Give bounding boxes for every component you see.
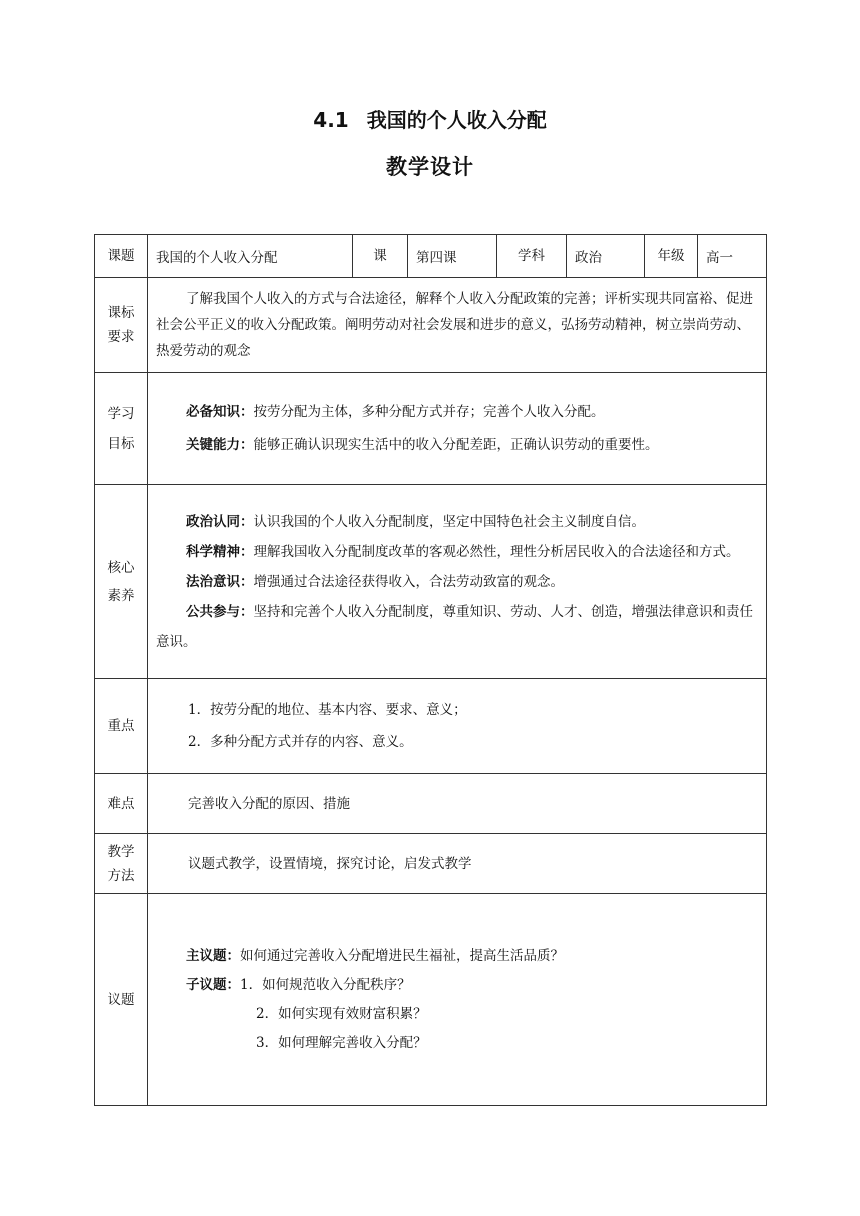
standards-row: [95, 278, 767, 373]
objective-item: 关键能力：能够正确认识现实生活中的收入分配差距，正确认识劳动的重要性。: [186, 436, 659, 453]
header-row: [95, 235, 767, 278]
sub-topic: 3．如何理解完善收入分配？: [256, 1034, 427, 1051]
topics-row: [95, 894, 767, 1106]
lesson-value: 第四课: [408, 235, 497, 278]
topic-label: 课题: [95, 235, 148, 278]
subject-label: 学科: [497, 235, 567, 278]
literacy-item: 法治意识：增强通过合法途径获得收入，合法劳动致富的观念。: [186, 573, 564, 590]
sub-topic: 2．如何实现有效财富积累？: [256, 1005, 427, 1022]
document-subtitle: 教学设计: [386, 155, 474, 179]
standards-label: 课标要求: [95, 278, 148, 373]
methods-text: 议题式教学，设置情境，探究讨论，启发式教学: [148, 834, 767, 894]
literacy-item: 政治认同：认识我国的个人收入分配制度，坚定中国特色社会主义制度自信。: [186, 513, 645, 530]
objectives-label: 学习目标: [95, 373, 148, 485]
objectives-row: [95, 373, 767, 485]
title-number: 4.1: [313, 108, 349, 132]
grade-value: 高一: [698, 235, 767, 278]
topics-label: 议题: [95, 894, 148, 1106]
methods-row: [95, 834, 767, 894]
topics-body: [148, 894, 767, 1106]
sub-topic: 子议题：1．如何规范收入分配秩序？: [186, 976, 411, 993]
key-points-row: [95, 679, 767, 774]
document-title: [0, 104, 860, 133]
subject-value: 政治: [567, 235, 645, 278]
key-points-label: 重点: [95, 679, 148, 774]
difficulties-label: 难点: [95, 774, 148, 834]
literacy-label: 核心素养: [95, 485, 148, 679]
objective-item: 必备知识：按劳分配为主体，多种分配方式并存；完善个人收入分配。: [186, 403, 605, 420]
main-topic: 主议题：如何通过完善收入分配增进民生福祉，提高生活品质？: [186, 947, 564, 964]
methods-label: 教学方法: [95, 834, 148, 894]
lesson-plan-table: [94, 234, 767, 1106]
difficulties-text: 完善收入分配的原因、措施: [148, 774, 767, 834]
difficulties-row: [95, 774, 767, 834]
objectives-body: [148, 373, 767, 485]
key-point-item: 2．多种分配方式并存的内容、意义。: [188, 734, 413, 750]
lesson-label: 课: [353, 235, 408, 278]
title-text: 我国的个人收入分配: [366, 108, 547, 132]
literacy-row: [95, 485, 767, 679]
topic-value: 我国的个人收入分配: [148, 235, 353, 278]
standards-text: 了解我国个人收入的方式与合法途径，解释个人收入分配政策的完善；评析实现共同富裕、促进社会公平正义的收入分配政策。阐明劳动对社会发展和进步的意义，弘扬劳动精神，树立崇尚劳动、热爱劳动的观念: [148, 278, 767, 373]
key-points-body: [148, 679, 767, 774]
grade-label: 年级: [645, 235, 698, 278]
literacy-item: 公共参与：坚持和完善个人收入分配制度，尊重知识、劳动、人才、创造，增强法律意识和责任意识。: [156, 603, 753, 650]
key-point-item: 1．按劳分配的地位、基本内容、要求、意义；: [188, 702, 467, 718]
literacy-body: [148, 485, 767, 679]
literacy-item: 科学精神：理解我国收入分配制度改革的客观必然性，理性分析居民收入的合法途径和方式。: [186, 543, 740, 560]
